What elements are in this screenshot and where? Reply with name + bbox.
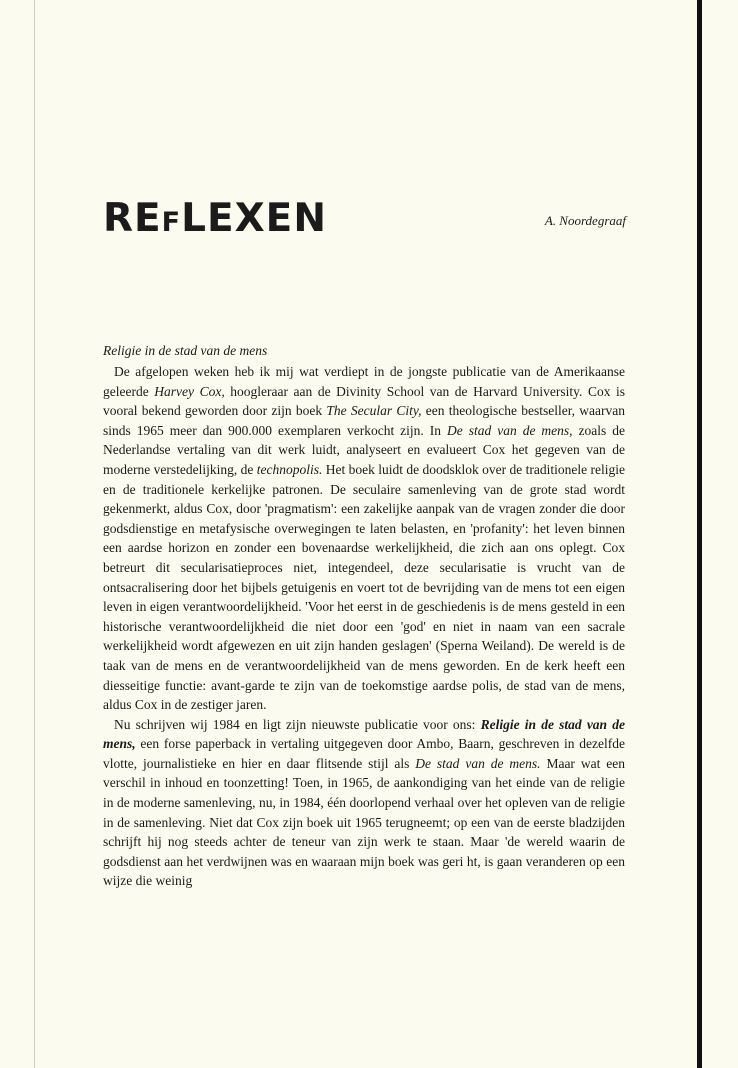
text-run: Maar wat een verschil in inhoud en toonzetting! Toen, in 1965, de aankondiging van het einde van de religie in de moderne samenleving, nu, in 1984, één doorlopend verhaal over het opleven van de religie in de samenleving. Niet dat Cox zijn boek uit 1965 terugneemt; op een van de eerste bladzijden schrijft hij nog steeds achter de teneur van zijn werk te staan. Maar 'de wereld waarin de godsdienst aan het verdwijnen was en waaraan mijn boek was geri ht, is gaan veranderen op een wijze die weinig <box>103 755 625 889</box>
emphasis: De stad van de mens. <box>415 755 541 771</box>
page-right-edge <box>697 0 702 1068</box>
text-run: een forse paperback in vertaling uitgegeven door Ambo, Baarn, geschreven in dezelfde vlotte, journalistieke en hier en daar flitsende stijl als <box>103 736 625 771</box>
text-run: Het boek luidt de doodsklok over de traditionele religie en de traditionele kerkelijke patronen. De seculaire samenleving van de grote stad wordt gekenmerkt, aldus Cox, door 'pragmatism': een zakelijke aanpak van de vragen zonder die door godsdienstige en metafysische overwegingen te laten belasten, en 'profanity': het leven binnen een aardse horizon en zonder een bovenaardse werkelijkheid, die zich aan ons oplegt. Cox betreurt dit secularisatieproces niet, integendeel, deze secularisatie is vrucht van de ontsacralisering door het bijbels getuigenis en voert tot de bevrijding van de mens tot een eigen leven in eigen verantwoordelijkheid. 'Voor het eerst in de geschiedenis is de mens gesteld in een historische verantwoordelijkheid die niet door een 'god' en niet in naam van een sacrale werkelijkheid wordt afgewezen en uit zijn handen geslagen' (Sperna Weiland). De wereld is de taak van de mens en de verantwoordelijkheid van de mens geworden. En de kerk heeft een diesseitige functie: avant-garde te zijn van de toekomstige aardse polis, de stad van de mens, aldus Cox in de zestiger jaren. <box>103 461 625 713</box>
text-run: Nu schrijven wij 1984 en ligt zijn nieuwste publicatie voor ons: <box>114 716 481 732</box>
paragraph <box>103 715 625 891</box>
section-heading: Religie in de stad van de mens <box>103 343 268 358</box>
page-left-edge <box>34 0 35 1068</box>
article-title: REfLEXEN <box>103 196 327 241</box>
text-run: zoals de Nederlandse vertaling van dit werk luidt, analyseert en evalueert Cox het gegeven van de moderne verstedelijking, de <box>103 422 625 477</box>
text-run: hoogleraar aan de Divinity School van de Harvard University. Cox is vooral bekend geworden door zijn boek <box>103 383 626 419</box>
strong-emphasis: Religie in de stad van de mens, <box>103 716 625 752</box>
author-name: A. Noordegraaf <box>544 213 626 228</box>
text-run: De afgelopen weken heb ik mij wat verdiept in de jongste publicatie van de Amerikaanse geleerde <box>103 364 625 399</box>
emphasis: Harvey Cox, <box>154 383 225 399</box>
text-run: een theologische bestseller, waarvan sinds 1965 meer dan 900.000 exemplaren verkocht zijn. In <box>103 403 625 438</box>
paragraph <box>103 362 625 715</box>
article-body <box>103 362 625 891</box>
emphasis: technopolis. <box>256 461 323 477</box>
emphasis: De stad van de mens, <box>447 422 573 438</box>
emphasis: The Secular City, <box>326 403 422 419</box>
